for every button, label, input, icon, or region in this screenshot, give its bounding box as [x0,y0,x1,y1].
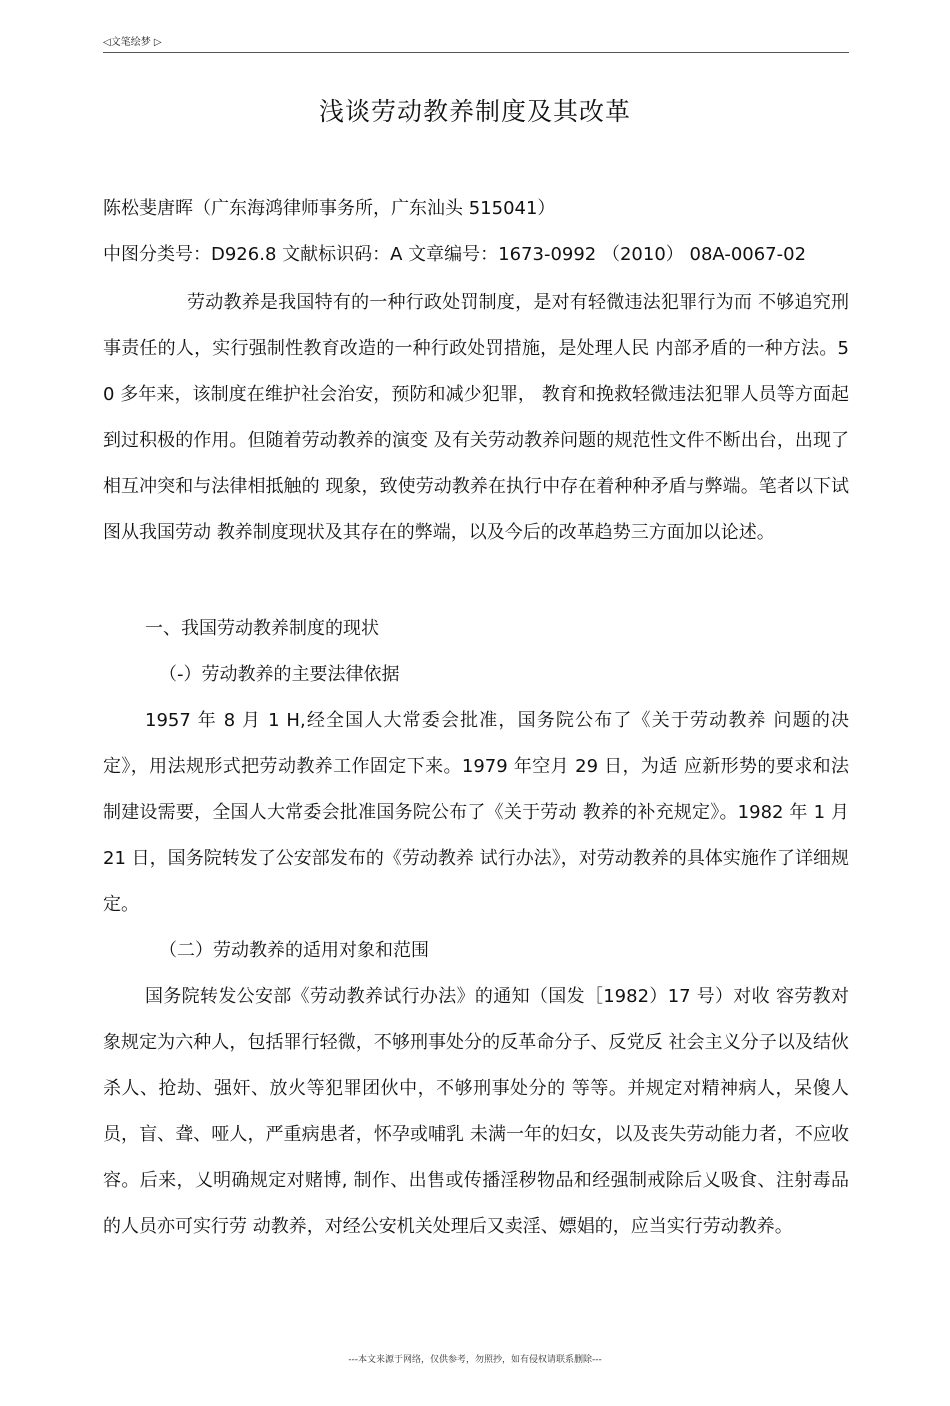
subsection-heading-2-text: （二）劳动教养的适用对象和范围 [159,940,429,961]
paragraph-intro [103,280,849,556]
paragraph-scope-text: 国务院转发公安部《劳动教养试行办法》的通知（国发［1982）17 号）对收 容劳教对象规定为六种人，包括罪行轻微，不够刑事处分的反革命分子、反党反 社会主义分子以及结伙杀人、抢劫、强奸、放火等犯罪团伙中，不够刑事处分的 等等。并规定对精神病人，呆傻人员，盲、聋、哑人，严重病患者，怀孕或哺乳 未满一年的妇女，以及丧失劳动能力者，不应收容。后来，乂明确规定对赌博, 制作、出售或传播淫秽物品和经强制戒除后乂吸食、注射毒品的人员亦可实行劳 动教养，对经公安机关处理后又卖淫、嫖娼的，应当实行劳动教养。 [103,986,849,1237]
author-line: 陈松斐唐晖（广东海鸿律师事务所，广东汕头 515041） [103,198,556,219]
subsection-heading-1-text: （-）劳动教养的主要法律依据 [159,664,400,685]
header-rule [103,52,849,53]
classification-line: 中图分类号：D926.8 文献标识码：A 文章编号：1673-0992 （2010） 08A-0067-02 [103,244,807,265]
document-title: 浅谈劳动教养制度及其改革 [318,97,631,126]
section-heading-1 [103,606,849,652]
section-heading-1-text: 一、我国劳动教养制度的现状 [145,618,379,639]
footer-disclaimer: ---本文来源于网络，仅供参考，勿照抄，如有侵权请联系删除--- [348,1355,602,1365]
subsection-heading-1 [103,652,849,698]
paragraph-legal-basis-text: 1957 年 8 月 1 H,经全国人大常委会批准，国务院公布了《关于劳动教养 问题的决定》，用法规形式把劳动教养工作固定下来。1979 年空月 29 日，为适 应新形势的要求和法制建设需要，全国人大常委会批准国务院公布了《关于劳动 教养的补充规定》。1982 年 1 月 21 日，国务院转发了公安部发布的《劳动教养 试行办法》，对劳动教养的具体实施作了详细规定。 [103,710,849,915]
paragraph-legal-basis [103,698,849,928]
subsection-heading-2 [103,928,849,974]
paragraph-scope [103,974,849,1250]
paragraph-intro-text: 劳动教养是我国特有的一种行政处罚制度，是对有轻微违法犯罪行为而 不够追究刑事责任的人，实行强制性教育改造的一种行政处罚措施，是处理人民 内部矛盾的一种方法。5 0 多年来，该制度在维护社会治安，预防和减少犯罪， 教育和挽救轻微违法犯罪人员等方面起到过积极的作用。但随着劳动教养的演变 及有关劳动教养问题的规范性文件不断出台，出现了相互冲突和与法律相抵触的 现象，致使劳动教养在执行中存在着种种矛盾与弊端。笔者以下试图从我国劳动 教养制度现状及其存在的弊端，以及今后的改革趋势三方面加以论述。 [103,292,849,543]
running-head: ◁文笔绘梦 ▷ [103,37,162,48]
